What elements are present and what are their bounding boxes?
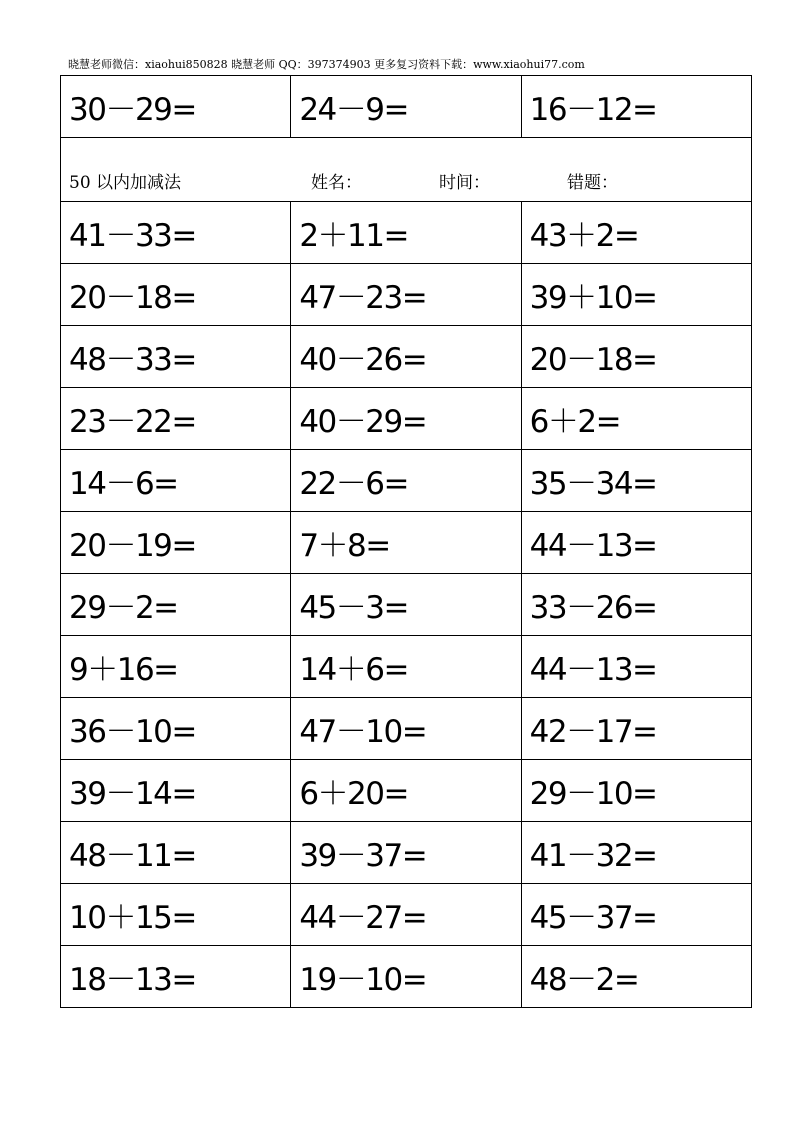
problem-cell: 9＋16=	[61, 636, 291, 698]
problem-cell: 40－26=	[291, 326, 521, 388]
problem-cell: 40－29=	[291, 388, 521, 450]
table-row	[61, 574, 752, 636]
errors-label: 错题：	[567, 173, 618, 193]
problem-cell: 2＋11=	[291, 202, 521, 264]
problem-cell: 44－27=	[291, 884, 521, 946]
problem-cell: 41－33=	[61, 202, 291, 264]
worksheet-table	[60, 75, 752, 1008]
problem-cell: 44－13=	[521, 636, 751, 698]
table-row	[61, 636, 752, 698]
table-row	[61, 326, 752, 388]
table-row	[61, 202, 752, 264]
table-row	[61, 698, 752, 760]
problem-cell: 20－18=	[61, 264, 291, 326]
table-row	[61, 450, 752, 512]
table-row	[61, 388, 752, 450]
problem-cell: 45－3=	[291, 574, 521, 636]
name-label: 姓名：	[311, 173, 362, 193]
problem-cell: 6＋2=	[521, 388, 751, 450]
problem-cell: 16－12=	[521, 76, 751, 138]
table-row	[61, 822, 752, 884]
problem-cell: 42－17=	[521, 698, 751, 760]
problem-cell: 48－11=	[61, 822, 291, 884]
table-row	[61, 884, 752, 946]
table-row	[61, 264, 752, 326]
problem-cell: 30－29=	[61, 76, 291, 138]
problem-cell: 39－14=	[61, 760, 291, 822]
problem-cell: 20－19=	[61, 512, 291, 574]
problem-cell: 39－37=	[291, 822, 521, 884]
problem-rows	[61, 202, 752, 1008]
problem-cell: 43＋2=	[521, 202, 751, 264]
problem-cell: 14＋6=	[291, 636, 521, 698]
problem-cell: 24－9=	[291, 76, 521, 138]
problem-cell: 45－37=	[521, 884, 751, 946]
problem-cell: 47－23=	[291, 264, 521, 326]
problem-cell: 18－13=	[61, 946, 291, 1008]
problem-cell: 33－26=	[521, 574, 751, 636]
problem-cell: 44－13=	[521, 512, 751, 574]
problem-cell: 29－10=	[521, 760, 751, 822]
table-row	[61, 512, 752, 574]
problem-cell: 7＋8=	[291, 512, 521, 574]
table-row	[61, 760, 752, 822]
time-label: 时间：	[439, 173, 490, 193]
problem-cell: 36－10=	[61, 698, 291, 760]
problem-cell: 22－6=	[291, 450, 521, 512]
problem-cell: 47－10=	[291, 698, 521, 760]
problem-cell: 14－6=	[61, 450, 291, 512]
problem-cell: 19－10=	[291, 946, 521, 1008]
page-header: 晓慧老师微信：xiaohui850828 晓慧老师 QQ：397374903 更多复习资料下载：www.xiaohui77.com	[68, 58, 585, 71]
title-cell	[61, 138, 752, 202]
problem-cell: 35－34=	[521, 450, 751, 512]
table-row	[61, 76, 752, 138]
problem-cell: 20－18=	[521, 326, 751, 388]
worksheet-title: 50 以内加减法	[69, 173, 182, 193]
problem-cell: 29－2=	[61, 574, 291, 636]
title-row	[61, 138, 752, 202]
problem-cell: 48－2=	[521, 946, 751, 1008]
problem-cell: 41－32=	[521, 822, 751, 884]
problem-cell: 6＋20=	[291, 760, 521, 822]
problem-cell: 23－22=	[61, 388, 291, 450]
table-row	[61, 946, 752, 1008]
problem-cell: 39＋10=	[521, 264, 751, 326]
problem-cell: 48－33=	[61, 326, 291, 388]
problem-cell: 10＋15=	[61, 884, 291, 946]
